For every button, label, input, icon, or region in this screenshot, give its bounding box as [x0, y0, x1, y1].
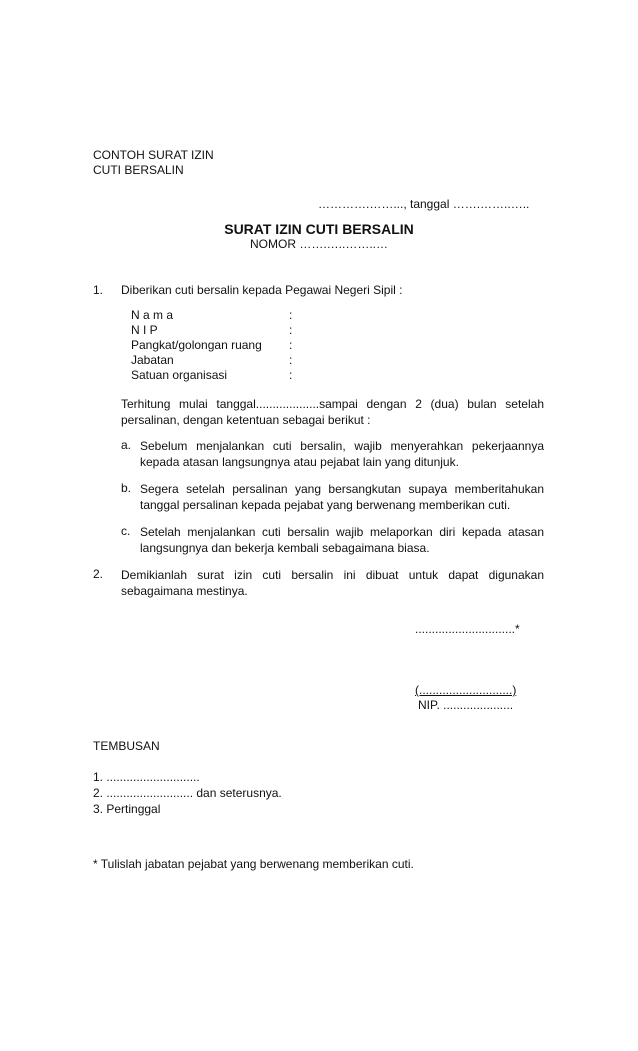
- copies-item-1: 1. ............................: [93, 770, 200, 784]
- field-colon: :: [289, 323, 293, 337]
- field-colon: :: [289, 338, 293, 352]
- copies-item-2: 2. .......................... dan seterusnya.: [93, 786, 282, 800]
- copies-item-3: 3. Pertinggal: [93, 802, 161, 816]
- condition-b-text: Segera setelah persalinan yang bersangkutan supaya memberitahukan tanggal persalinan kepada pejabat yang berwenang memberikan cuti.: [140, 482, 544, 512]
- signature-nip: NIP. .....................: [418, 698, 514, 712]
- field-colon: :: [289, 353, 293, 367]
- field-row-jabatan: [0, 353, 638, 368]
- field-row-nama: [0, 308, 638, 323]
- header-line-2: CUTI BERSALIN: [93, 163, 184, 177]
- field-colon: :: [289, 308, 293, 322]
- signature-position: ..............................*: [415, 622, 520, 636]
- field-row-satuan: [0, 368, 638, 383]
- item-2-number: 2.: [93, 567, 104, 581]
- place-date: ………….……..., tanggal …….……..…..: [318, 197, 530, 211]
- field-label-satuan: Satuan organisasi: [131, 368, 228, 382]
- condition-c-mark: c.: [121, 524, 131, 538]
- condition-a-text: Sebelum menjalankan cuti bersalin, wajib menyerahkan pekerjaannya kepada atasan langsungnya atau pejabat lain yang ditunjuk.: [140, 439, 544, 469]
- field-label-pangkat: Pangkat/golongan ruang: [131, 338, 262, 352]
- field-colon: :: [289, 368, 293, 382]
- condition-c-text: Setelah menjalankan cuti bersalin wajib melaporkan diri kepada atasan langsungnya dan bekerja kembali sebagaimana biasa.: [140, 525, 544, 555]
- item-1-text: Diberikan cuti bersalin kepada Pegawai Negeri Sipil :: [121, 283, 403, 297]
- footnote: * Tulislah jabatan pejabat yang berwenang memberikan cuti.: [93, 857, 414, 871]
- item-1-number: 1.: [93, 283, 104, 297]
- field-row-nip: [0, 323, 638, 338]
- field-label-nama: N a m a: [131, 308, 174, 322]
- copies-heading: TEMBUSAN: [93, 739, 160, 753]
- leave-period-text: Terhitung mulai tanggal...................sampai dengan 2 (dua) bulan setelah persalinan, dengan ketentuan sebagai berikut :: [121, 397, 544, 427]
- condition-a-mark: a.: [121, 438, 132, 452]
- letter-title: SURAT IZIN CUTI BERSALIN: [224, 221, 414, 237]
- condition-b-mark: b.: [121, 481, 132, 495]
- letter-number: NOMOR …….…..……..…: [250, 237, 388, 251]
- field-label-jabatan: Jabatan: [131, 353, 174, 367]
- item-2-text: Demikianlah surat izin cuti bersalin ini dibuat untuk dapat digunakan sebagaimana mestinya.: [121, 568, 544, 598]
- header-line-1: CONTOH SURAT IZIN: [93, 148, 214, 162]
- signature-name: (............................): [415, 683, 517, 697]
- field-label-nip: N I P: [131, 323, 158, 337]
- field-row-pangkat: [0, 338, 638, 353]
